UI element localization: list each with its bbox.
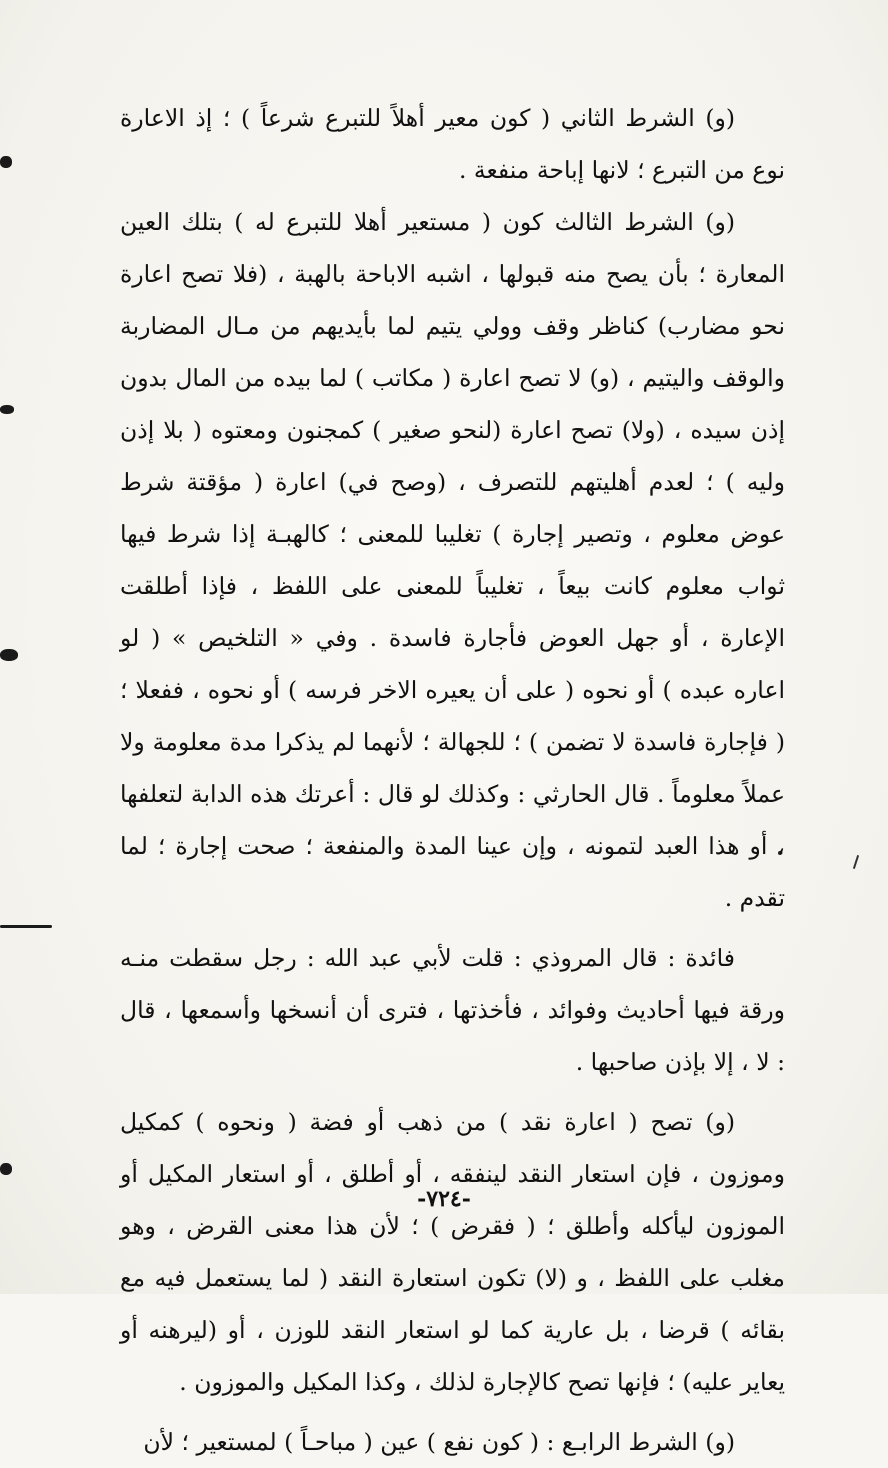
margin-pencil-mark (853, 855, 859, 869)
margin-ink-mark (0, 156, 12, 168)
paragraph-second-condition: (و) الشرط الثاني ( كون معير أهلاً للتبرع شرعاً ) ؛ إذ الاعارة نوع من التبرع ؛ لانها إباحة منفعة . (120, 104, 785, 184)
margin-ink-mark (0, 649, 18, 661)
paragraph-fourth-condition: (و) الشرط الرابـع : ( كون نفع ) عين ( مباحـاً ) لمستعير ؛ لأن (143, 1428, 735, 1456)
page-number: -٧٢٤- (417, 1186, 471, 1212)
paragraph-third-condition: (و) الشرط الثالث كون ( مستعير أهلا للتبرع له ) بتلك العين المعارة ؛ بأن يصح منه قبولها ، اشبه الاباحة بالهبة ، (فلا تصح اعارة نحو مضارب) كناظر وقف وولي يتيم لما بأيديهم من مـال المضاربة والوقف واليتيم ، (و) لا تصح اعارة ( مكاتب ) لما بيده من المال بدون إذن سيده ، (ولا) تصح اعارة (لنحو صغير ) كمجنون ومعتوه ( بلا إذن وليه ) ؛ لعدم أهليتهم للتصرف ، (وصح في) اعارة ( مؤقتة شرط عوض معلوم ، وتصير إجارة ) تغليبا للمعنى ؛ كالهبـة إذا شرط فيها ثواب معلوم كانت بيعاً ، تغليباً للمعنى على اللفظ ، فإذا أطلقت الإعارة ، أو جهل العوض فأجارة فاسدة . وفي « التلخيص » ( لو اعاره عبده ) أو نحوه ( على أن يعيره الاخر فرسه ) أو نحوه ، ففعلا ؛ ( فإجارة فاسدة لا تضمن ) ؛ للجهالة ؛ لأنهما لم يذكرا مدة معلومة ولا عملاً معلوماً . قال الحارثي : وكذلك لو قال : أعرتك هذه الدابة لتعلفها ، أو هذا العبد لتمونه ، وإن عينا المدة والمنفعة ؛ صحت إجارة ؛ لما تقدم . (120, 208, 785, 912)
paragraph-lending-money: (و) تصح ( اعارة نقد ) من ذهب أو فضة ( ونحوه ) كمكيل وموزون ، فإن استعار النقد لينفقه ، أو أطلق ، أو استعار المكيل أو الموزون ليأكله وأطلق ؛ ( فقرض ) ؛ لأن هذا معنى القرض ، وهو مغلب على اللفظ ، و (لا) تكون استعارة النقد ( لما يستعمل فيه مع بقائه ) قرضا ، بل عارية كما لو استعار النقد للوزن ، أو (ليرهنه أو يعاير عليه) ؛ فإنها تصح كالإجارة لذلك ، وكذا المكيل والموزون . (120, 1108, 785, 1396)
margin-ink-mark (0, 405, 14, 414)
body-text (120, 92, 785, 1468)
margin-ink-mark (0, 925, 52, 928)
paragraph-benefit-note: فائدة : قال المروذي : قلت لأبي عبد الله : رجل سقطت منـه ورقة فيها أحاديث وفوائد ، فأخذتها ، فترى أن أنسخها وأسمعها ، قال : لا ، إلا بإذن صاحبها . (120, 944, 785, 1076)
margin-ink-mark (0, 1163, 12, 1175)
